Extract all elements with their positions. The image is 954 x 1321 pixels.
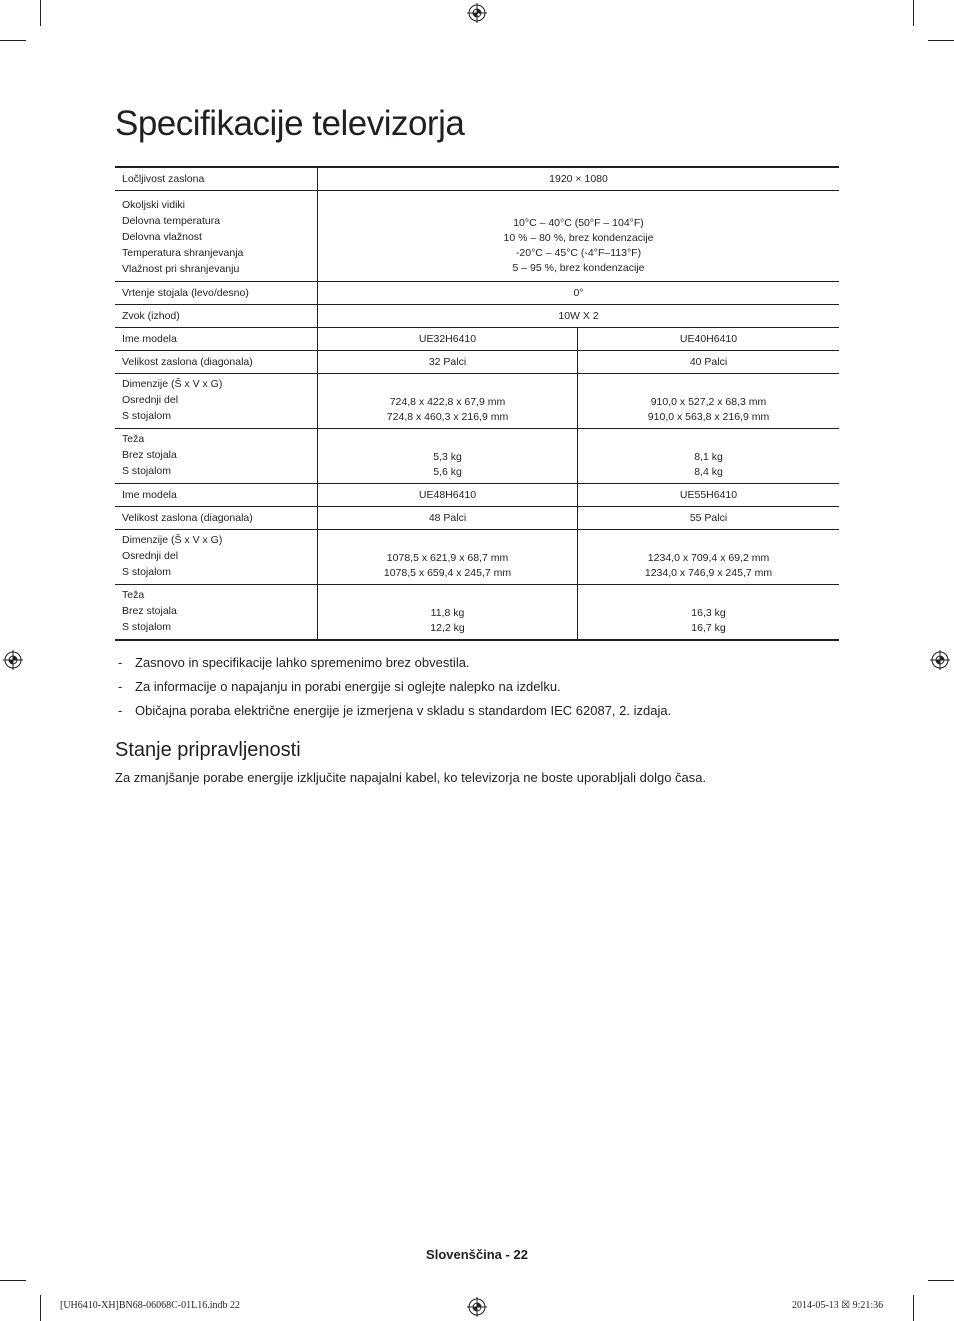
weight bbox=[318, 585, 578, 641]
row-label: Ime modela bbox=[115, 328, 318, 351]
section-paragraph: Za zmanjšanje porabe energije izključite napajalni kabel, ko televizorja ne boste uporabljali dolgo časa. bbox=[115, 770, 707, 785]
value-line: 724,8 x 422,8 x 67,9 mm bbox=[389, 396, 506, 408]
screen-size: 32 Palci bbox=[318, 351, 578, 374]
row-value: 10W X 2 bbox=[318, 305, 840, 328]
section-heading: Stanje pripravljenosti bbox=[115, 739, 301, 761]
crop-mark bbox=[928, 1280, 954, 1281]
crop-mark bbox=[40, 0, 41, 26]
label-line: Teža bbox=[122, 433, 145, 445]
model-name: UE40H6410 bbox=[578, 328, 840, 351]
label-line: Vlažnost pri shranjevanju bbox=[122, 263, 240, 275]
row-value bbox=[318, 191, 840, 282]
screen-size: 40 Palci bbox=[578, 351, 840, 374]
dimensions bbox=[318, 374, 578, 429]
label-line: S stojalom bbox=[122, 566, 172, 578]
value-line: 910,0 x 527,2 x 68,3 mm bbox=[650, 396, 767, 408]
label-line: Dimenzije (Š x V x G) bbox=[122, 534, 223, 546]
file-info: [UH6410-XH]BN68-06068C-01L16.indb 22 bbox=[60, 1300, 240, 1311]
table-row bbox=[115, 374, 839, 429]
row-label: Ime modela bbox=[115, 484, 318, 507]
screen-size: 55 Palci bbox=[578, 507, 840, 530]
crop-mark bbox=[913, 0, 914, 26]
value-line: 10 % – 80 %, brez kondenzacije bbox=[503, 232, 654, 244]
value-line: 12,2 kg bbox=[430, 622, 465, 634]
value-line: 910,0 x 563,8 x 216,9 mm bbox=[647, 411, 770, 423]
value-line: 5,3 kg bbox=[433, 451, 462, 463]
row-label: Zvok (izhod) bbox=[115, 305, 318, 328]
value-line: 5,6 kg bbox=[433, 466, 462, 478]
label-line: Temperatura shranjevanja bbox=[122, 247, 244, 259]
crop-mark bbox=[913, 1295, 914, 1321]
label-line: Delovna temperatura bbox=[122, 215, 221, 227]
notes-list bbox=[115, 653, 671, 725]
value-line: 16,3 kg bbox=[691, 607, 726, 619]
table-row bbox=[115, 351, 839, 374]
value-line: 1234,0 x 746,9 x 245,7 mm bbox=[644, 567, 773, 579]
note-text: Zasnovo in specifikacije lahko spremenimo brez obvestila. bbox=[135, 655, 470, 670]
label-line: S stojalom bbox=[122, 410, 172, 422]
model-name: UE32H6410 bbox=[318, 328, 578, 351]
registration-mark-icon bbox=[467, 3, 487, 23]
spec-table bbox=[115, 166, 839, 641]
value-line: 11,8 kg bbox=[430, 607, 465, 619]
row-label: Ločljivost zaslona bbox=[115, 167, 318, 191]
value-line: 8,4 kg bbox=[694, 466, 723, 478]
value-line: 5 – 95 %, brez kondenzacije bbox=[512, 262, 645, 274]
table-row bbox=[115, 530, 839, 585]
label-line: S stojalom bbox=[122, 465, 172, 477]
label-line: Dimenzije (Š x V x G) bbox=[122, 378, 223, 390]
print-timestamp: 2014-05-13 ☒ 9:21:36 bbox=[792, 1300, 884, 1311]
registration-mark-icon bbox=[3, 650, 23, 670]
row-value: 1920 × 1080 bbox=[549, 173, 608, 185]
dash-bullet: - bbox=[118, 703, 123, 718]
screen-size: 48 Palci bbox=[318, 507, 578, 530]
registration-mark-icon bbox=[930, 650, 950, 670]
note-text: Za informacije o napajanju in porabi energije si oglejte nalepko na izdelku. bbox=[135, 679, 561, 694]
value-line: -20°C – 45°C (-4°F–113°F) bbox=[515, 247, 642, 259]
model-name: UE55H6410 bbox=[578, 484, 840, 507]
dimensions bbox=[578, 530, 840, 585]
label-line: Osrednji del bbox=[122, 550, 179, 562]
label-line: Okoljski vidiki bbox=[122, 199, 186, 211]
crop-mark bbox=[928, 40, 954, 41]
page-title: Specifikacije televizorja bbox=[115, 104, 465, 143]
row-label: Velikost zaslona (diagonala) bbox=[115, 351, 318, 374]
table-row bbox=[115, 328, 839, 351]
label-line: Brez stojala bbox=[122, 605, 177, 617]
label-line: Osrednji del bbox=[122, 394, 179, 406]
row-label: Velikost zaslona (diagonala) bbox=[115, 507, 318, 530]
registration-mark-icon bbox=[467, 1297, 487, 1317]
list-item bbox=[115, 677, 671, 701]
list-item bbox=[115, 701, 671, 725]
table-row bbox=[115, 507, 839, 530]
table-row bbox=[115, 484, 839, 507]
table-row bbox=[115, 585, 839, 641]
value-line: 1078,5 x 659,4 x 245,7 mm bbox=[383, 567, 512, 579]
row-label bbox=[115, 429, 318, 484]
value-line: 16,7 kg bbox=[691, 622, 726, 634]
row-label bbox=[115, 191, 318, 282]
value-line: 724,8 x 460,3 x 216,9 mm bbox=[386, 411, 509, 423]
table-row bbox=[115, 167, 839, 191]
row-value: 0° bbox=[318, 282, 840, 305]
model-name: UE48H6410 bbox=[318, 484, 578, 507]
row-label: Vrtenje stojala (levo/desno) bbox=[115, 282, 318, 305]
label-line: Teža bbox=[122, 589, 145, 601]
table-row bbox=[115, 429, 839, 484]
crop-mark bbox=[0, 40, 26, 41]
table-row bbox=[115, 305, 839, 328]
row-label bbox=[115, 374, 318, 429]
label-line: S stojalom bbox=[122, 621, 172, 633]
page-number: Slovenščina - 22 bbox=[426, 1247, 528, 1262]
label-line: Brez stojala bbox=[122, 449, 177, 461]
row-label bbox=[115, 530, 318, 585]
dash-bullet: - bbox=[118, 679, 123, 694]
value-line: 1234,0 x 709,4 x 69,2 mm bbox=[647, 552, 770, 564]
note-text: Običajna poraba električne energije je izmerjena v skladu s standardom IEC 62087, 2. izdaja. bbox=[135, 703, 672, 718]
value-line: 8,1 kg bbox=[694, 451, 723, 463]
row-label bbox=[115, 585, 318, 641]
label-line: Delovna vlažnost bbox=[122, 231, 202, 243]
crop-mark bbox=[40, 1295, 41, 1321]
dimensions bbox=[318, 530, 578, 585]
weight bbox=[578, 429, 840, 484]
crop-mark bbox=[0, 1280, 26, 1281]
value-line: 10°C – 40°C (50°F – 104°F) bbox=[513, 217, 644, 229]
value-line: 1078,5 x 621,9 x 68,7 mm bbox=[386, 552, 509, 564]
list-item bbox=[115, 653, 671, 677]
weight bbox=[578, 585, 840, 641]
weight bbox=[318, 429, 578, 484]
table-row bbox=[115, 191, 839, 282]
dimensions bbox=[578, 374, 840, 429]
table-row bbox=[115, 282, 839, 305]
dash-bullet: - bbox=[118, 655, 123, 670]
